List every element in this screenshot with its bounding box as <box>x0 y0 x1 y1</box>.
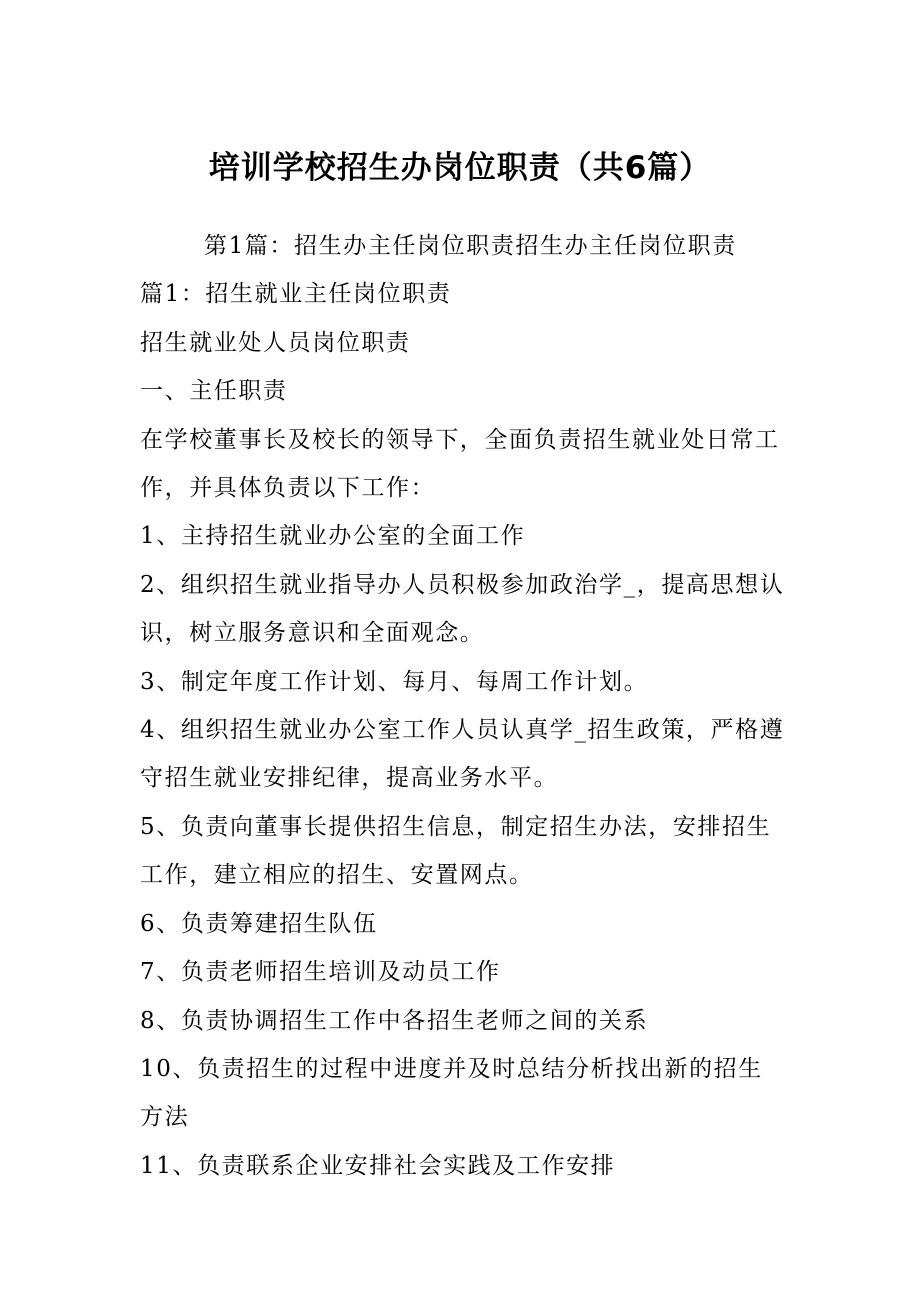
list-item: 10、负责招生的过程中进度并及时总结分析找出新的招生方法 <box>140 1055 763 1131</box>
list-item: 7、负责老师招生培训及动员工作 <box>140 959 501 986</box>
paragraph: 招生就业处人员岗位职责 <box>140 329 411 356</box>
list-item: 5、负责向董事长提供招生信息，制定招生办法，安排招生工作，建立相应的招生、安置网点。 <box>140 813 772 889</box>
subsection-heading: 篇1：招生就业主任岗位职责 <box>140 281 452 308</box>
document-body <box>140 222 785 1190</box>
document-title: 培训学校招生办岗位职责（共6篇） <box>208 150 712 186</box>
list-item: 11、负责联系企业安排社会实践及工作安排 <box>140 1152 616 1179</box>
section-heading: 第1篇：招生办主任岗位职责招生办主任岗位职责 <box>204 233 737 259</box>
list-item: 4、组织招生就业办公室工作人员认真学_招生政策，严格遵守招生就业安排纪律，提高业务水平。 <box>140 717 785 792</box>
paragraph: 在学校董事长及校长的领导下，全面负责招生就业处日常工作，并具体负责以下工作： <box>140 426 780 502</box>
list-item: 1、主持招生就业办公室的全面工作 <box>140 523 526 550</box>
list-item: 6、负责筹建招生队伍 <box>140 910 378 937</box>
paragraph: 一、主任职责 <box>140 378 288 405</box>
list-item: 8、负责协调招生工作中各招生老师之间的关系 <box>140 1007 649 1034</box>
list-item: 2、组织招生就业指导办人员积极参加政治学_，提高思想认识，树立服务意识和全面观念。 <box>140 571 785 647</box>
list-item: 3、制定年度工作计划、每月、每周工作计划。 <box>140 668 649 695</box>
